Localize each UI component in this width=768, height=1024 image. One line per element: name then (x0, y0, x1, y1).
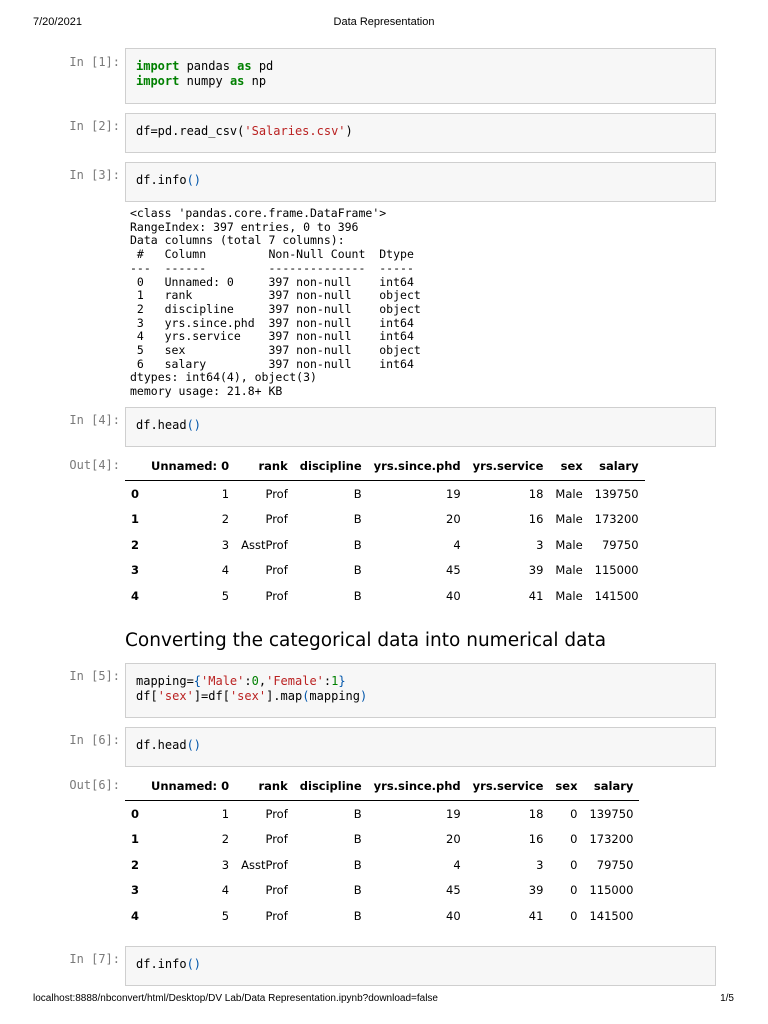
code-token: pandas (179, 59, 238, 73)
column-header (125, 772, 145, 801)
table-cell: 0 (570, 883, 578, 898)
column-header: yrs.service (467, 772, 550, 801)
code-token: } (338, 674, 346, 688)
code-token: numpy (179, 74, 230, 88)
table-cell: 4 (221, 563, 230, 578)
prompt-in-1: In [1]: (69, 55, 120, 69)
table-cell: Prof (265, 883, 288, 898)
table-cell: 45 (446, 883, 461, 898)
table-cell: 16 (528, 832, 544, 847)
table-cell: Prof (265, 832, 288, 847)
code-token: ( (302, 689, 310, 703)
code-token: ].map (266, 689, 303, 703)
code-token: 'Salaries.csv' (244, 124, 346, 138)
code-token: : (323, 674, 332, 688)
table-row (125, 903, 639, 929)
table-cell: 3 (221, 857, 230, 872)
table-row (125, 532, 645, 558)
code-token: df=pd.read_csv( (136, 124, 245, 138)
prompt-in-2: In [2]: (69, 119, 120, 133)
table-cell: 20 (446, 512, 461, 527)
table-cell: 3 (221, 537, 230, 552)
dataframe-table-2 (125, 772, 639, 929)
page-number: 1/5 (720, 993, 734, 1004)
code-token: df.info (136, 957, 187, 971)
table-cell: Male (555, 563, 583, 578)
row-index: 3 (131, 883, 140, 898)
table-cell: B (353, 486, 362, 501)
code-token: mapping= (136, 674, 194, 688)
column-header: yrs.since.phd (368, 772, 467, 801)
table-cell: Prof (265, 908, 288, 923)
table-cell: 5 (221, 588, 230, 603)
print-date: 7/20/2021 (33, 16, 82, 28)
code-token: np (244, 74, 267, 88)
column-header: discipline (294, 452, 368, 481)
table-row (125, 878, 639, 904)
table-cell: Male (555, 512, 583, 527)
table-cell: B (353, 857, 362, 872)
table-row (125, 583, 645, 609)
table-cell: 2 (221, 512, 230, 527)
code-token: df[ (136, 689, 158, 703)
table-cell: 45 (446, 563, 461, 578)
code-token: ) (360, 689, 368, 703)
table-cell: B (353, 806, 362, 821)
table-header-row (125, 452, 645, 481)
table-cell: B (353, 832, 362, 847)
table-cell: 79750 (596, 857, 634, 872)
row-index: 4 (131, 908, 140, 923)
column-header: Unnamed: 0 (145, 452, 235, 481)
print-title: Data Representation (333, 16, 435, 28)
column-header (125, 452, 145, 481)
table-cell: 115000 (589, 883, 634, 898)
table-cell: Male (555, 486, 583, 501)
row-index: 3 (131, 563, 140, 578)
prompt-out-4: Out[4]: (69, 458, 120, 472)
code-token: mapping (309, 689, 360, 703)
code-token: as (229, 74, 245, 88)
column-header: salary (589, 452, 645, 481)
table-cell: Prof (265, 588, 288, 603)
table-row (125, 852, 639, 878)
row-index: 2 (131, 857, 140, 872)
table-cell: 0 (570, 832, 578, 847)
table-cell: 16 (528, 512, 544, 527)
dataframe-table-1 (125, 452, 645, 609)
table-cell: 5 (221, 908, 230, 923)
code-token: df.info (136, 173, 187, 187)
table-cell: 19 (446, 806, 461, 821)
prompt-in-4: In [4]: (69, 413, 120, 427)
code-token: 'sex' (157, 689, 194, 703)
code-token: pd (251, 59, 274, 73)
code-token: 'sex' (229, 689, 267, 703)
table-cell: 141500 (589, 908, 634, 923)
table-row (125, 558, 645, 584)
code-cell-7[interactable] (125, 946, 716, 986)
row-index: 0 (131, 486, 140, 501)
table-cell: 3 (536, 857, 544, 872)
table-row (125, 481, 645, 507)
table-cell: AsstProf (241, 537, 288, 552)
table-cell: 141500 (594, 588, 639, 603)
code-token: df.head (136, 418, 187, 432)
table-cell: 4 (221, 883, 230, 898)
table-cell: Prof (265, 806, 288, 821)
table-cell: 39 (528, 883, 544, 898)
code-token: : (244, 674, 252, 688)
code-token: { (193, 674, 202, 688)
table-cell: 1 (221, 486, 230, 501)
table-cell: B (353, 883, 362, 898)
column-header: salary (583, 772, 639, 801)
table-cell: Male (555, 537, 583, 552)
column-header: yrs.since.phd (368, 452, 467, 481)
column-header: Unnamed: 0 (145, 772, 235, 801)
code-token: import (136, 59, 180, 73)
print-url: localhost:8888/nbconvert/html/Desktop/DV Lab/Data Representation.ipynb?download=false (33, 993, 438, 1004)
table-cell: 2 (221, 832, 230, 847)
code-cell-6[interactable] (125, 727, 716, 767)
table-cell: 0 (570, 908, 578, 923)
table-cell: 40 (446, 908, 461, 923)
table-cell: 39 (528, 563, 544, 578)
code-token: 1 (331, 674, 339, 688)
table-cell: 139750 (594, 486, 639, 501)
code-token: as (237, 59, 252, 73)
column-header: sex (549, 452, 588, 481)
column-header: rank (235, 452, 294, 481)
table-cell: 3 (536, 537, 544, 552)
column-header: rank (235, 772, 294, 801)
code-cell-3[interactable] (125, 162, 716, 202)
table-cell: 40 (446, 588, 461, 603)
code-token: df.head (136, 738, 187, 752)
info-output: <class 'pandas.core.frame.DataFrame'> RangeIndex: 397 entries, 0 to 396 Data columns (total 7 columns): # Column Non-Null Count Dtype --- ------ -------------- ----- 0 Unnamed: 0 397 non-null int64 1 rank 397 non-null object 2 discipline 397 non-null object 3 yrs.since.phd 397 non-null int64 4 yrs.service 397 non-null int64 5 sex 397 non-null object 6 salary 397 non-null int64 dtypes: int64(4), object(3) memory usage: 21.8+ KB (130, 206, 421, 399)
table-cell: 41 (528, 588, 544, 603)
table-cell: Male (555, 588, 583, 603)
code-token: ) (345, 124, 353, 138)
table-row (125, 507, 645, 533)
table-cell: 173200 (589, 832, 634, 847)
table-cell: 0 (570, 806, 578, 821)
table-cell: 173200 (594, 512, 639, 527)
code-token: () (186, 418, 202, 432)
code-token: () (186, 957, 202, 971)
column-header: yrs.service (467, 452, 550, 481)
column-header: discipline (294, 772, 368, 801)
row-index: 4 (131, 588, 140, 603)
row-index: 1 (131, 832, 140, 847)
row-index: 0 (131, 806, 140, 821)
table-row (125, 827, 639, 853)
table-cell: 0 (570, 857, 578, 872)
table-cell: 19 (446, 486, 461, 501)
code-token: , (258, 674, 267, 688)
code-cell-1[interactable] (125, 48, 716, 104)
prompt-in-6: In [6]: (69, 733, 120, 747)
table-cell: B (353, 588, 362, 603)
table-cell: 18 (528, 486, 544, 501)
row-index: 2 (131, 537, 140, 552)
table-cell: 1 (221, 806, 230, 821)
code-token: 'Male' (201, 674, 245, 688)
table-cell: 4 (453, 857, 461, 872)
table-cell: Prof (265, 563, 288, 578)
code-token: 'Female' (266, 674, 324, 688)
table-cell: 18 (528, 806, 544, 821)
table-cell: B (353, 512, 362, 527)
table-cell: Prof (265, 512, 288, 527)
row-index: 1 (131, 512, 140, 527)
table-cell: 115000 (594, 563, 639, 578)
table-cell: B (353, 563, 362, 578)
table-cell: 139750 (589, 806, 634, 821)
table-cell: 4 (453, 537, 461, 552)
table-cell: AsstProf (241, 857, 288, 872)
table-row (125, 801, 639, 827)
code-token: ]=df[ (193, 689, 230, 703)
code-token: 0 (251, 674, 259, 688)
code-cell-4[interactable] (125, 407, 716, 447)
table-cell: 41 (528, 908, 544, 923)
prompt-in-3: In [3]: (69, 168, 120, 182)
table-cell: B (353, 537, 362, 552)
table-cell: 79750 (601, 537, 639, 552)
code-cell-2[interactable] (125, 113, 716, 153)
table-header-row (125, 772, 639, 801)
code-cell-5[interactable] (125, 663, 716, 718)
section-heading: Converting the categorical data into numerical data (125, 630, 607, 651)
code-token: () (186, 173, 202, 187)
prompt-in-5: In [5]: (69, 669, 120, 683)
prompt-in-7: In [7]: (69, 952, 120, 966)
column-header: sex (549, 772, 583, 801)
code-token: () (186, 738, 202, 752)
table-cell: B (353, 908, 362, 923)
table-cell: Prof (265, 486, 288, 501)
code-token: import (136, 74, 180, 88)
table-cell: 20 (446, 832, 461, 847)
prompt-out-6: Out[6]: (69, 778, 120, 792)
